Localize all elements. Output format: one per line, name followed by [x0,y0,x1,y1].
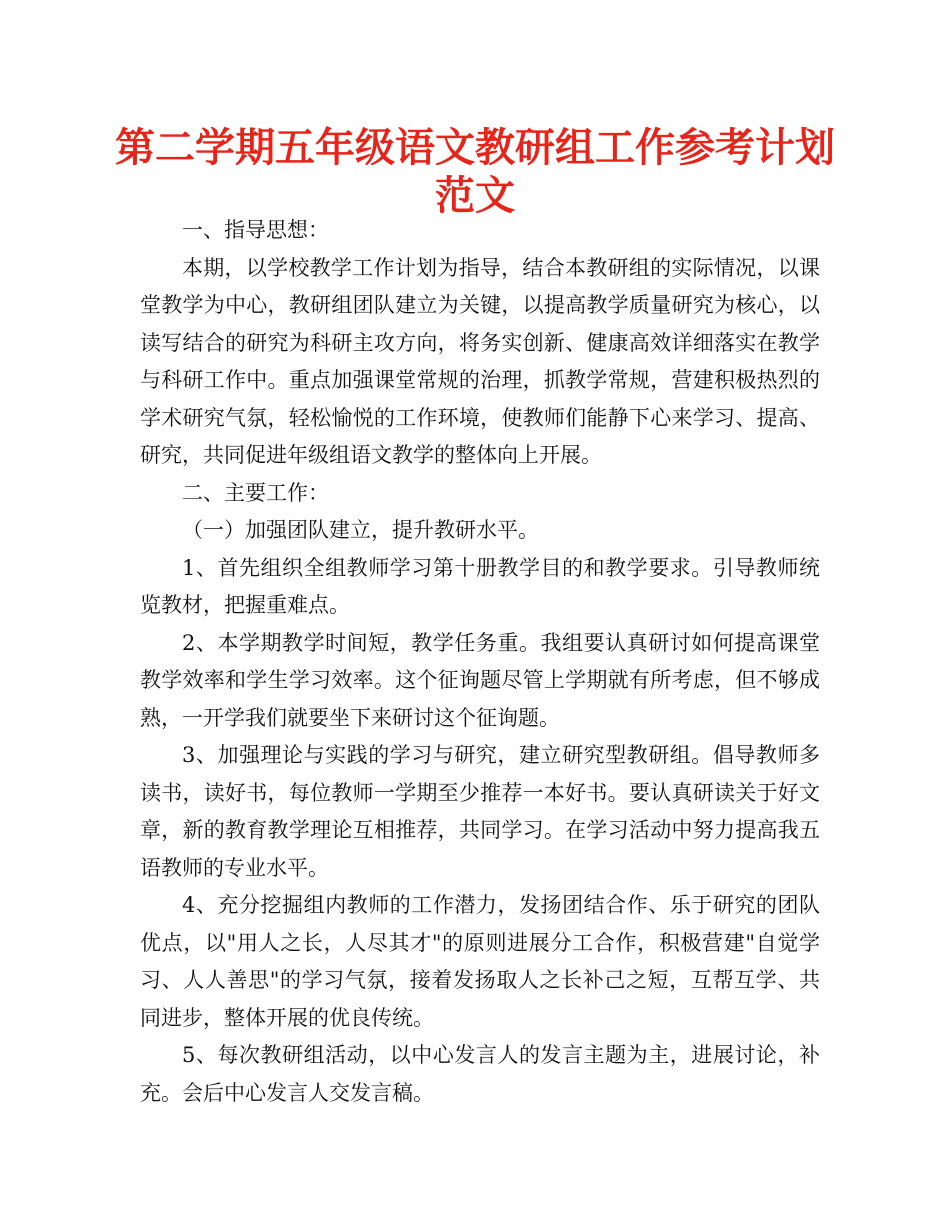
document-title-line-1: 第二学期五年级语文教研组工作参考计划 [115,125,835,171]
subsection-heading-team-building: （一）加强团队建立，提升教研水平。 [182,518,539,542]
list-item-5: 5、每次教研组活动，以中心发言人的发言主题为主，进展讨论，补充。会后中心发言人交发言稿。 [140,1043,820,1105]
document-body [140,212,820,1112]
list-item-2: 2、本学期教学时间短，教学任务重。我组要认真研讨如何提高课堂教学效率和学生学习效率。这个征询题尽管上学期就有所考虑，但不够成熟，一开学我们就要坐下来研讨这个征询题。 [140,630,820,730]
paragraph-guiding-thought: 本期，以学校教学工作计划为指导，结合本教研组的实际情况，以课堂教学为中心，教研组团队建立为关键，以提高教学质量研究为核心，以读写结合的研究为科研主攻方向，将务实创新、健康高效详细落实在教学与科研工作中。重点加强课堂常规的治理，抓教学常规，营建积极热烈的学术研究气氛，轻松愉悦的工作环境，使教师们能静下心来学习、提高、研究，共同促进年级组语文教学的整体向上开展。 [140,255,820,467]
section-heading-main-work: 二、主要工作： [182,480,329,505]
list-item-1: 1、首先组织全组教师学习第十册教学目的和教学要求。引导教师统览教材，把握重难点。 [140,555,820,617]
section-heading-guiding-thought: 一、指导思想： [182,218,329,242]
document-title-line-2: 范文 [435,173,515,219]
list-item-3: 3、加强理论与实践的学习与研究，建立研究型教研组。倡导教师多读书，读好书，每位教师一学期至少推荐一本好书。要认真研读关于好文章，新的教育教学理论互相推荐，共同学习。在学习活动中努力提高我五语教师的专业水平。 [140,743,820,880]
list-item-4: 4、充分挖掘组内教师的工作潜力，发扬团结合作、乐于研究的团队优点，以"用人之长，人尽其才"的原则进展分工合作，积极营建"自觉学习、人人善思"的学习气氛，接着发扬取人之长补己之短，互帮互学、共同进步，整体开展的优良传统。 [140,893,820,1030]
